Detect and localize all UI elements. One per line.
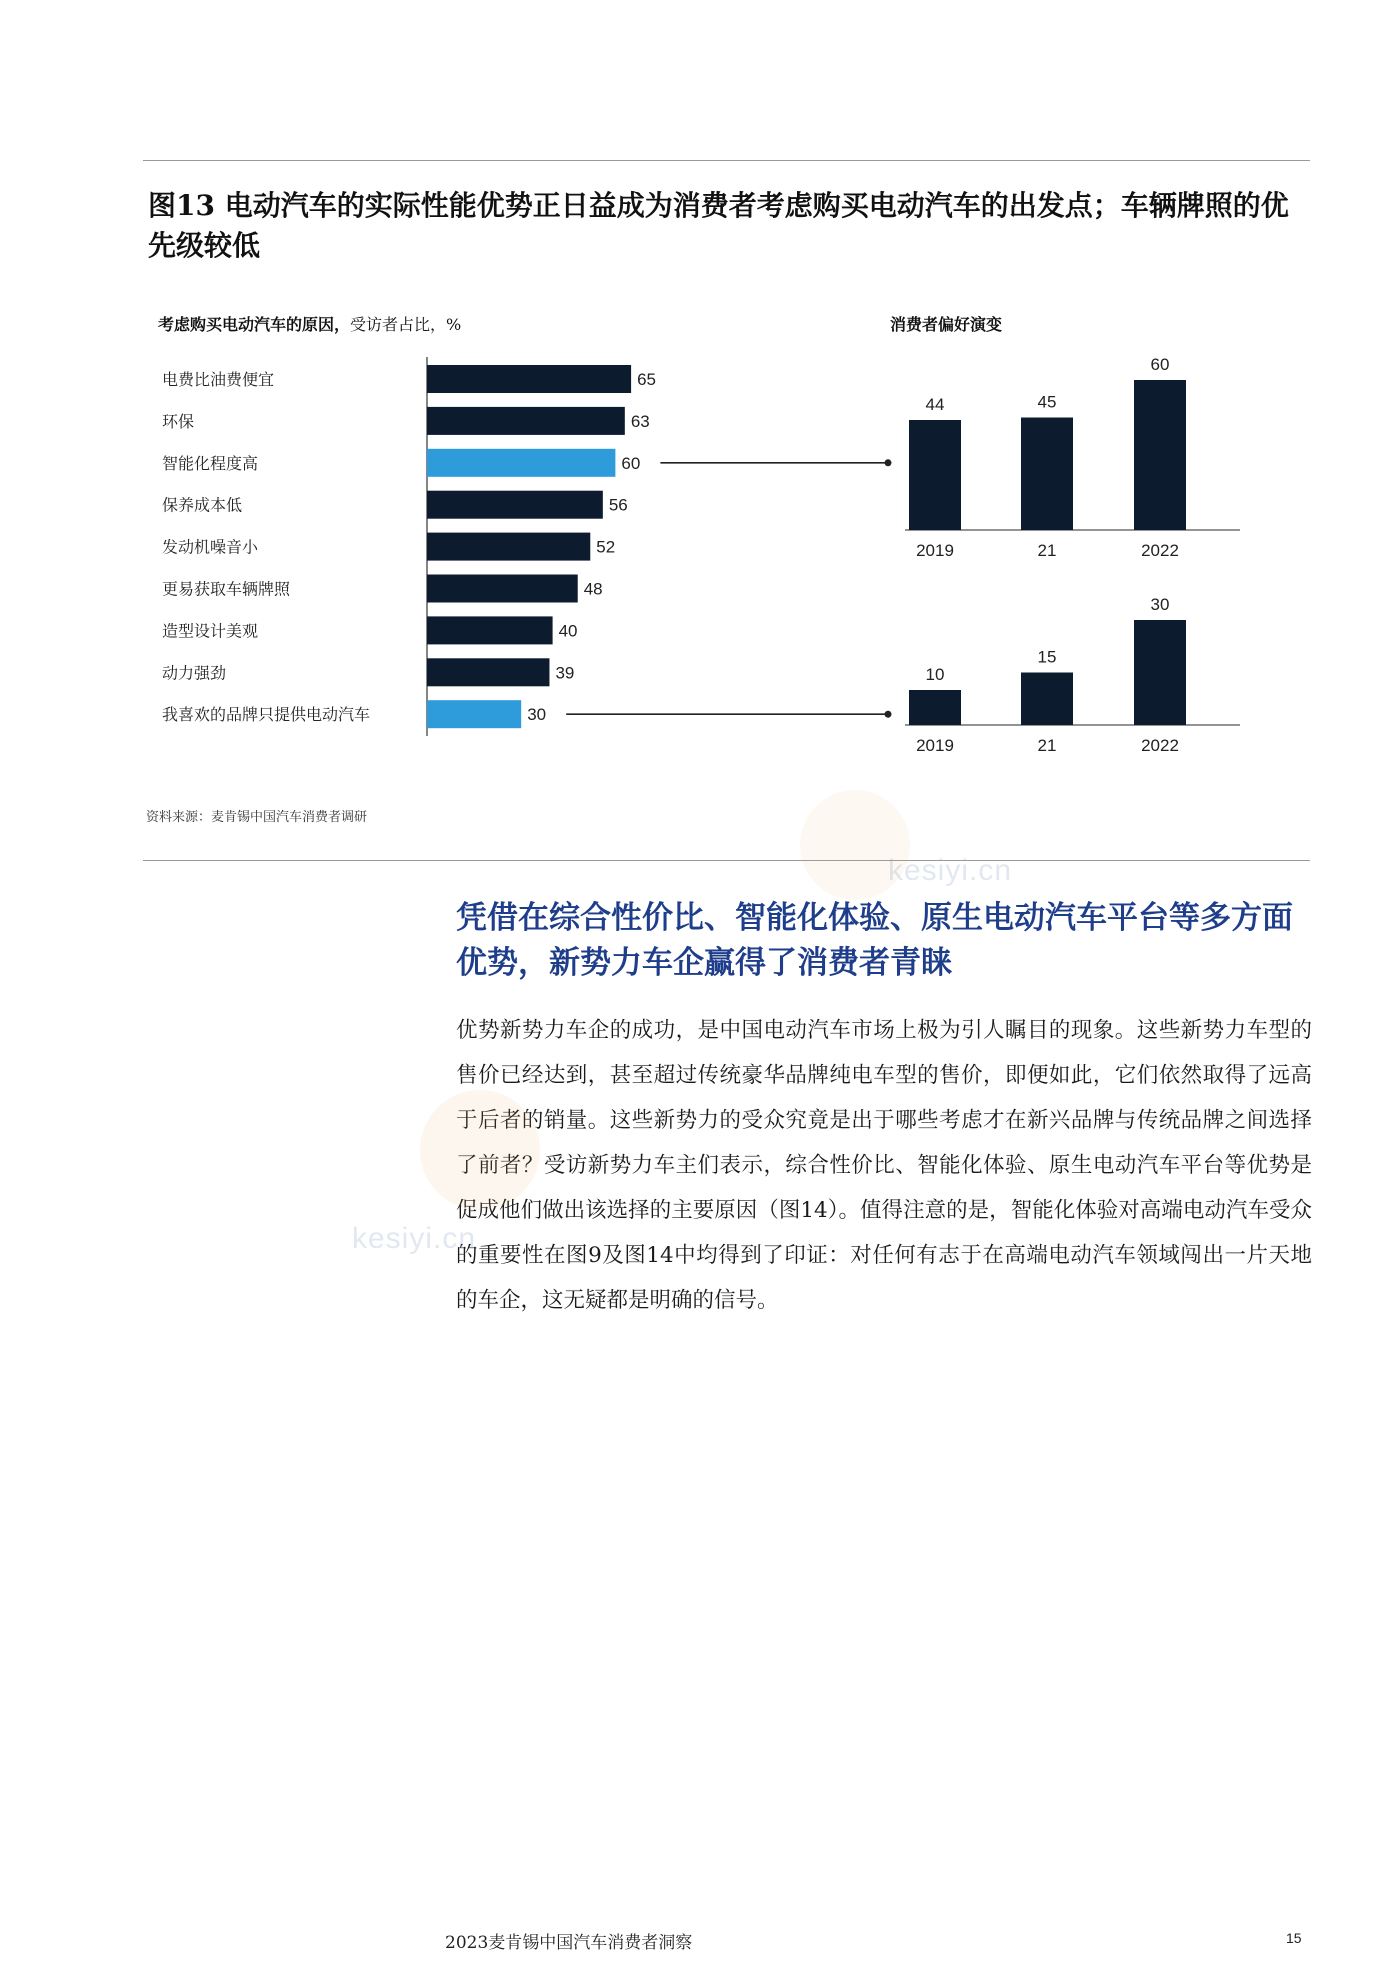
right-chart-title: 消费者偏好演变 [890, 315, 1003, 334]
watermark-logo [420, 1090, 540, 1210]
page-number: 15 [1286, 1930, 1302, 1946]
value-label: 40 [558, 621, 578, 641]
value-label: 44 [925, 395, 945, 414]
connector-dot [885, 459, 892, 466]
bar [427, 616, 553, 644]
left-chart-header [158, 315, 461, 335]
bar [427, 575, 578, 603]
category-label: 更易获取车辆牌照 [162, 579, 291, 599]
watermark-logo-2 [800, 790, 910, 900]
middle-divider [143, 860, 1310, 861]
value-label: 60 [1150, 355, 1170, 374]
top-divider [143, 160, 1310, 161]
watermark-text-2: kesiyi.cn [352, 1222, 477, 1255]
value-label: 10 [925, 665, 945, 684]
category-label: 动力强劲 [162, 663, 227, 683]
bar [427, 449, 615, 477]
value-label: 39 [555, 663, 575, 683]
left-chart-title: 考虑购买电动汽车的原因，受访者占比，% [158, 315, 462, 334]
category-label: 2022 [1141, 541, 1179, 560]
figure-charts [0, 300, 1400, 760]
watermark-text: kesiyi.cn [888, 854, 1013, 887]
category-label: 智能化程度高 [162, 453, 259, 473]
value-label: 56 [608, 495, 628, 515]
category-label: 造型设计美观 [162, 621, 259, 641]
value-label: 48 [583, 579, 603, 599]
category-label: 2019 [916, 736, 954, 755]
category-label: 2019 [916, 541, 954, 560]
bar [1134, 620, 1186, 725]
section-body: 优势新势力车企的成功，是中国电动汽车市场上极为引人瞩目的现象。这些新势力车型的售价已经达到，甚至超过传统豪华品牌纯电车型的售价，即便如此，它们依然取得了远高于后者的销量。这些新势力的受众究竟是出于哪些考虑才在新兴品牌与传统品牌之间选择了前者？受访新势力车主们表示，综合性价比、智能化体验、原生电动汽车平台等优势是促成他们做出该选择的主要原因（图14）。值得注意的是，智能化体验对高端电动汽车受众的重要性在图9及图14中均得到了印证：对任何有志于在高端电动汽车领域闯出一片天地的车企，这无疑都是明确的信号。 [456, 1018, 1312, 1313]
bar [427, 533, 590, 561]
bar [427, 491, 603, 519]
bar [427, 407, 625, 435]
value-label: 45 [1037, 392, 1057, 412]
figure-source: 资料来源：麦肯锡中国汽车消费者调研 [146, 810, 368, 825]
bar [1021, 418, 1073, 531]
value-label: 63 [630, 411, 650, 431]
bar [1134, 380, 1186, 530]
category-label: 保养成本低 [162, 495, 243, 515]
category-label: 21 [1037, 736, 1057, 755]
bar [427, 658, 549, 686]
category-label: 2022 [1141, 736, 1179, 755]
value-label: 52 [596, 537, 616, 557]
value-label: 15 [1037, 647, 1057, 667]
bar [909, 690, 961, 725]
bar [427, 365, 631, 393]
category-label: 环保 [162, 411, 195, 431]
bar [909, 420, 961, 530]
category-label: 我喜欢的品牌只提供电动汽车 [162, 705, 371, 725]
category-label: 电费比油费便宜 [162, 370, 275, 389]
value-label: 30 [1150, 595, 1170, 614]
footer-report-title: 2023麦肯锡中国汽车消费者洞察 [445, 1933, 693, 1953]
value-label: 60 [621, 453, 641, 473]
right-chart-bars [566, 355, 1240, 755]
connector-dot [885, 711, 892, 718]
left-chart-bars [162, 365, 656, 728]
category-label: 21 [1037, 541, 1057, 560]
category-label: 发动机噪音小 [162, 537, 259, 557]
figure-title: 图13 电动汽车的实际性能优势正日益成为消费者考虑购买电动汽车的出发点；车辆牌照的优先级较低 [148, 189, 1289, 262]
value-label: 65 [637, 370, 657, 389]
section-title: 凭借在综合性价比、智能化体验、原生电动汽车平台等多方面优势，新势力车企赢得了消费者青睐 [456, 900, 1293, 981]
bar [1021, 673, 1073, 726]
bar [427, 700, 521, 728]
value-label: 30 [527, 705, 547, 725]
